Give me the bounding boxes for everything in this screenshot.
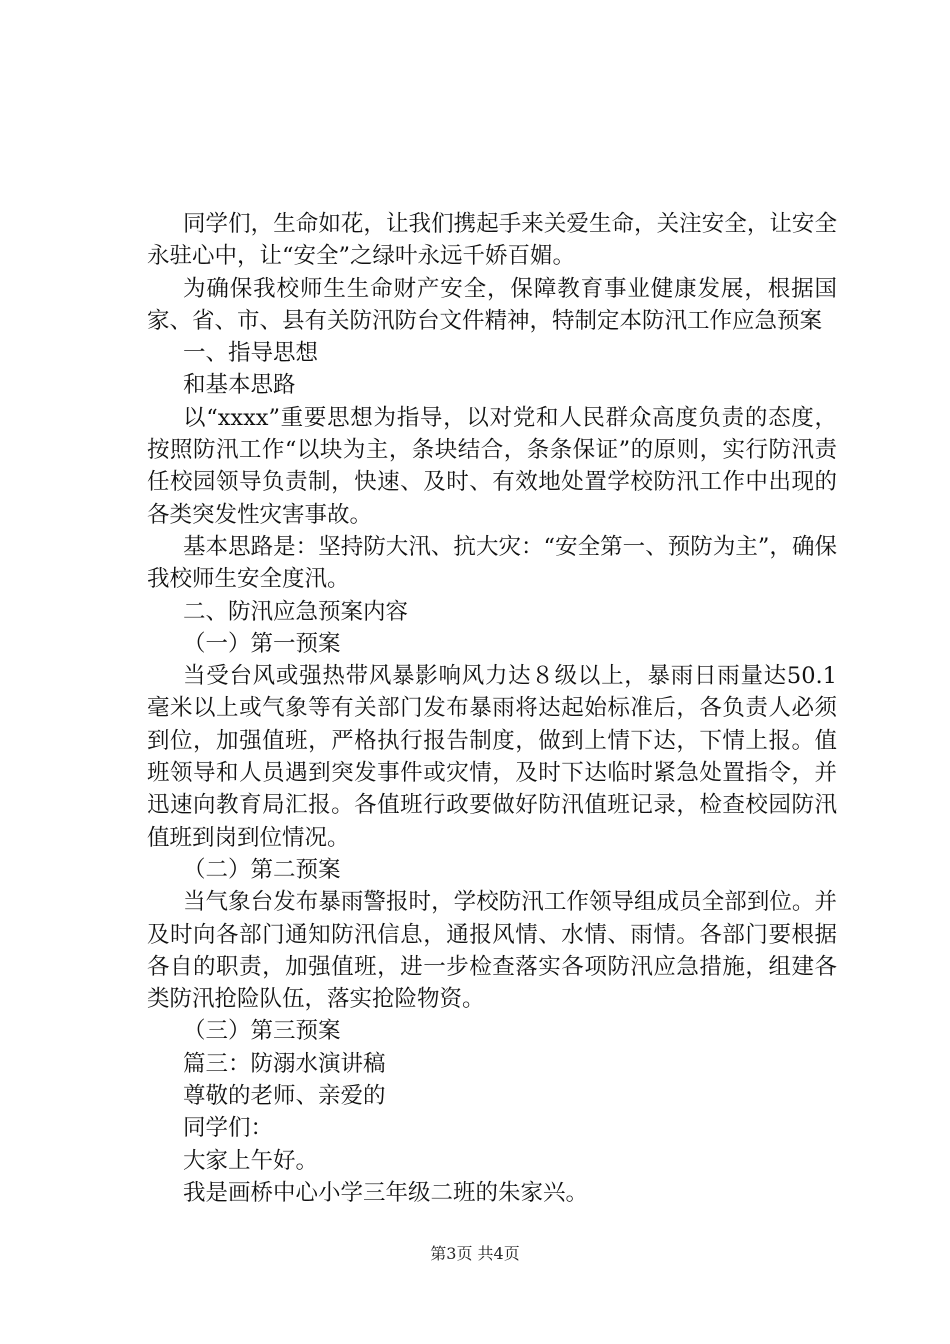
paragraph-plan-intro: 为确保我校师生生命财产安全，保障教育事业健康发展，根据国家、省、市、县有关防汛防台文件精神，特制定本防汛工作应急预案 (147, 275, 837, 334)
paragraph-second-plan: 当气象台发布暴雨警报时，学校防汛工作领导组成员全部到位。并及时向各部门通知防汛信息，通报风情、水情、雨情。各部门要根据各自的职责，加强值班，进一步检查落实各项防汛应急措施，组建各类防汛抢险队伍，落实抢险物资。 (147, 889, 837, 1013)
page-number-footer: 第3页 共4页 (430, 1244, 520, 1263)
heading-part-three: 篇三：防溺水演讲稿 (183, 1050, 386, 1077)
heading-basic-approach: 和基本思路 (183, 372, 296, 399)
greeting-students: 同学们： (183, 1115, 274, 1142)
heading-first-plan: （一）第一预案 (183, 630, 341, 657)
paragraph-guiding-principle: 以“xxxx”重要思想为指导，以对党和人民群众高度负责的态度，按照防汛工作“以块为主，条块结合，条条保证”的原则，实行防汛责任校园领导负责制，快速、及时、有效地处置学校防汛工作中出现的各类突发性灾害事故。 (147, 404, 837, 528)
paragraph-first-plan: 当受台风或强热带风暴影响风力达８级以上，暴雨日雨量达50.1毫米以上或气象等有关部门发布暴雨将达起始标准后，各负责人必须到位，加强值班，严格执行报告制度，做到上情下达，下情上报。值班领导和人员遇到突发事件或灾情，及时下达临时紧急处置指令，并迅速向教育局汇报。各值班行政要做好防汛值班记录，检查校园防汛值班到岗到位情况。 (147, 663, 837, 851)
heading-second-plan: （二）第二预案 (183, 856, 341, 883)
heading-third-plan: （三）第三预案 (183, 1018, 341, 1045)
self-introduction: 我是画桥中心小学三年级二班的朱家兴。 (183, 1179, 589, 1206)
paragraph-safety-appeal: 同学们，生命如花，让我们携起手来关爱生命，关注安全，让安全永驻心中，让“安全”之绿叶永远千娇百媚。 (147, 211, 837, 270)
heading-plan-content: 二、防汛应急预案内容 (183, 598, 409, 625)
paragraph-basic-approach: 基本思路是：坚持防大汛、抗大灾：“安全第一、预防为主”，确保我校师生安全度汛。 (147, 533, 837, 593)
greeting-good-morning: 大家上午好。 (183, 1147, 319, 1174)
document-body (147, 208, 837, 1209)
heading-guiding-thought: 一、指导思想 (183, 340, 319, 367)
greeting-teachers: 尊敬的老师、亲爱的 (183, 1083, 386, 1110)
